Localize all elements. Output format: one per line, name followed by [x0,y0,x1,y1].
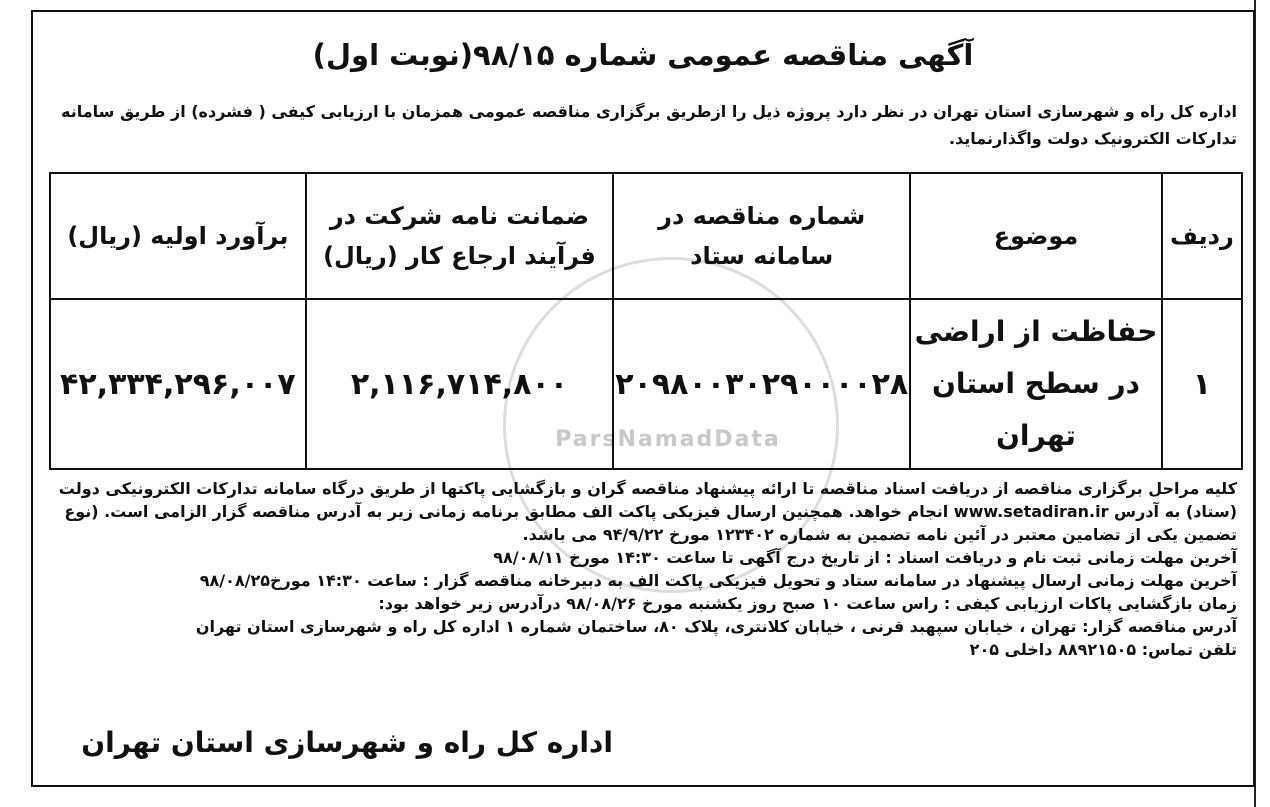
header-row-number: ردیف [1162,173,1242,299]
details-address: آدرس مناقصه گزار: تهران ، خیابان سپهبد قرنی ، خیابان کلانتری، پلاک ۸۰، ساختمان شماره ۱ اداره کل راه و شهرسازی استان تهران [195,617,1237,636]
cell-subject: حفاظت از اراضی در سطح استان تهران [910,299,1162,469]
header-tender-number: شماره مناقصه در سامانه ستاد [613,173,910,299]
cell-row-number: ۱ [1162,299,1242,469]
tender-table [49,172,1243,470]
header-estimate: برآورد اولیه (ریال) [50,173,306,299]
notice-frame [31,10,1255,787]
header-subject: موضوع [910,173,1162,299]
watermark-text: ParsNamadData [555,427,781,452]
notice-details [49,477,1237,661]
cell-tender-number: ۲۰۹۸۰۰۳۰۲۹۰۰۰۰۲۸ [613,299,910,469]
table-row [50,299,1242,469]
table-header-row [50,173,1242,299]
details-opening-time: زمان بازگشایی پاکات ارزیابی کیفی : راس ساعت ۱۰ صبح روز یکشنبه مورخ ۹۸/۰۸/۲۶ درآدرس زیر خواهد بود: [378,594,1237,613]
details-procedure: کلیه مراحل برگزاری مناقصه از دریافت اسناد مناقصه تا ارائه پیشنهاد مناقصه گران و بازگشایی پاکتها از طریق درگاه سامانه تدارکات الکترونیکی دولت (ستاد) به آدرس www.setadiran.ir انجام خواهد. همچنین ارسال فیزیکی پاکت الف مطابق برنامه زمانی زیر به آدرس مناقصه گزار الزامی است. (نوع تضمین یکی از تضامین معتبر در آئین نامه تضمین به شماره ۱۲۳۴۰۲ مورخ ۹۴/۹/۲۲ می باشد. [58,479,1237,544]
notice-title: آگهی مناقصه عمومی شماره ۹۸/۱۵(نوبت اول) [312,38,974,72]
header-guarantee: ضمانت نامه شرکت در فرآیند ارجاع کار (ریال) [306,173,614,299]
details-submission-deadline: آخرین مهلت زمانی ارسال پیشنهاد در سامانه ستاد و تحویل فیزیکی پاکت الف به دبیرخانه مناقصه گزار : ساعت ۱۴:۳۰ مورخ۹۸/۰۸/۲۵ [199,571,1237,590]
details-registration-deadline: آخرین مهلت زمانی ثبت نام و دریافت اسناد : از تاریخ درج آگهی تا ساعت ۱۴:۳۰ مورخ ۹۸/۰۸/۱۱ [493,548,1237,567]
notice-intro: اداره کل راه و شهرسازی استان تهران در نظر دارد پروژه ذیل را ازطریق برگزاری مناقصه عمومی همزمان با ارزیابی کیفی ( فشرده) از طریق سامانه تدارکات الکترونیک دولت واگذارنماید. [61,102,1237,148]
footer-organization: اداره کل راه و شهرسازی استان تهران [81,726,613,759]
cell-estimate: ۴۲,۳۳۴,۲۹۶,۰۰۷ [50,299,306,469]
cell-guarantee: ۲,۱۱۶,۷۱۴,۸۰۰ [306,299,614,469]
details-phone: تلفن تماس: ۸۸۹۲۱۵۰۵ داخلی ۲۰۵ [969,640,1237,659]
